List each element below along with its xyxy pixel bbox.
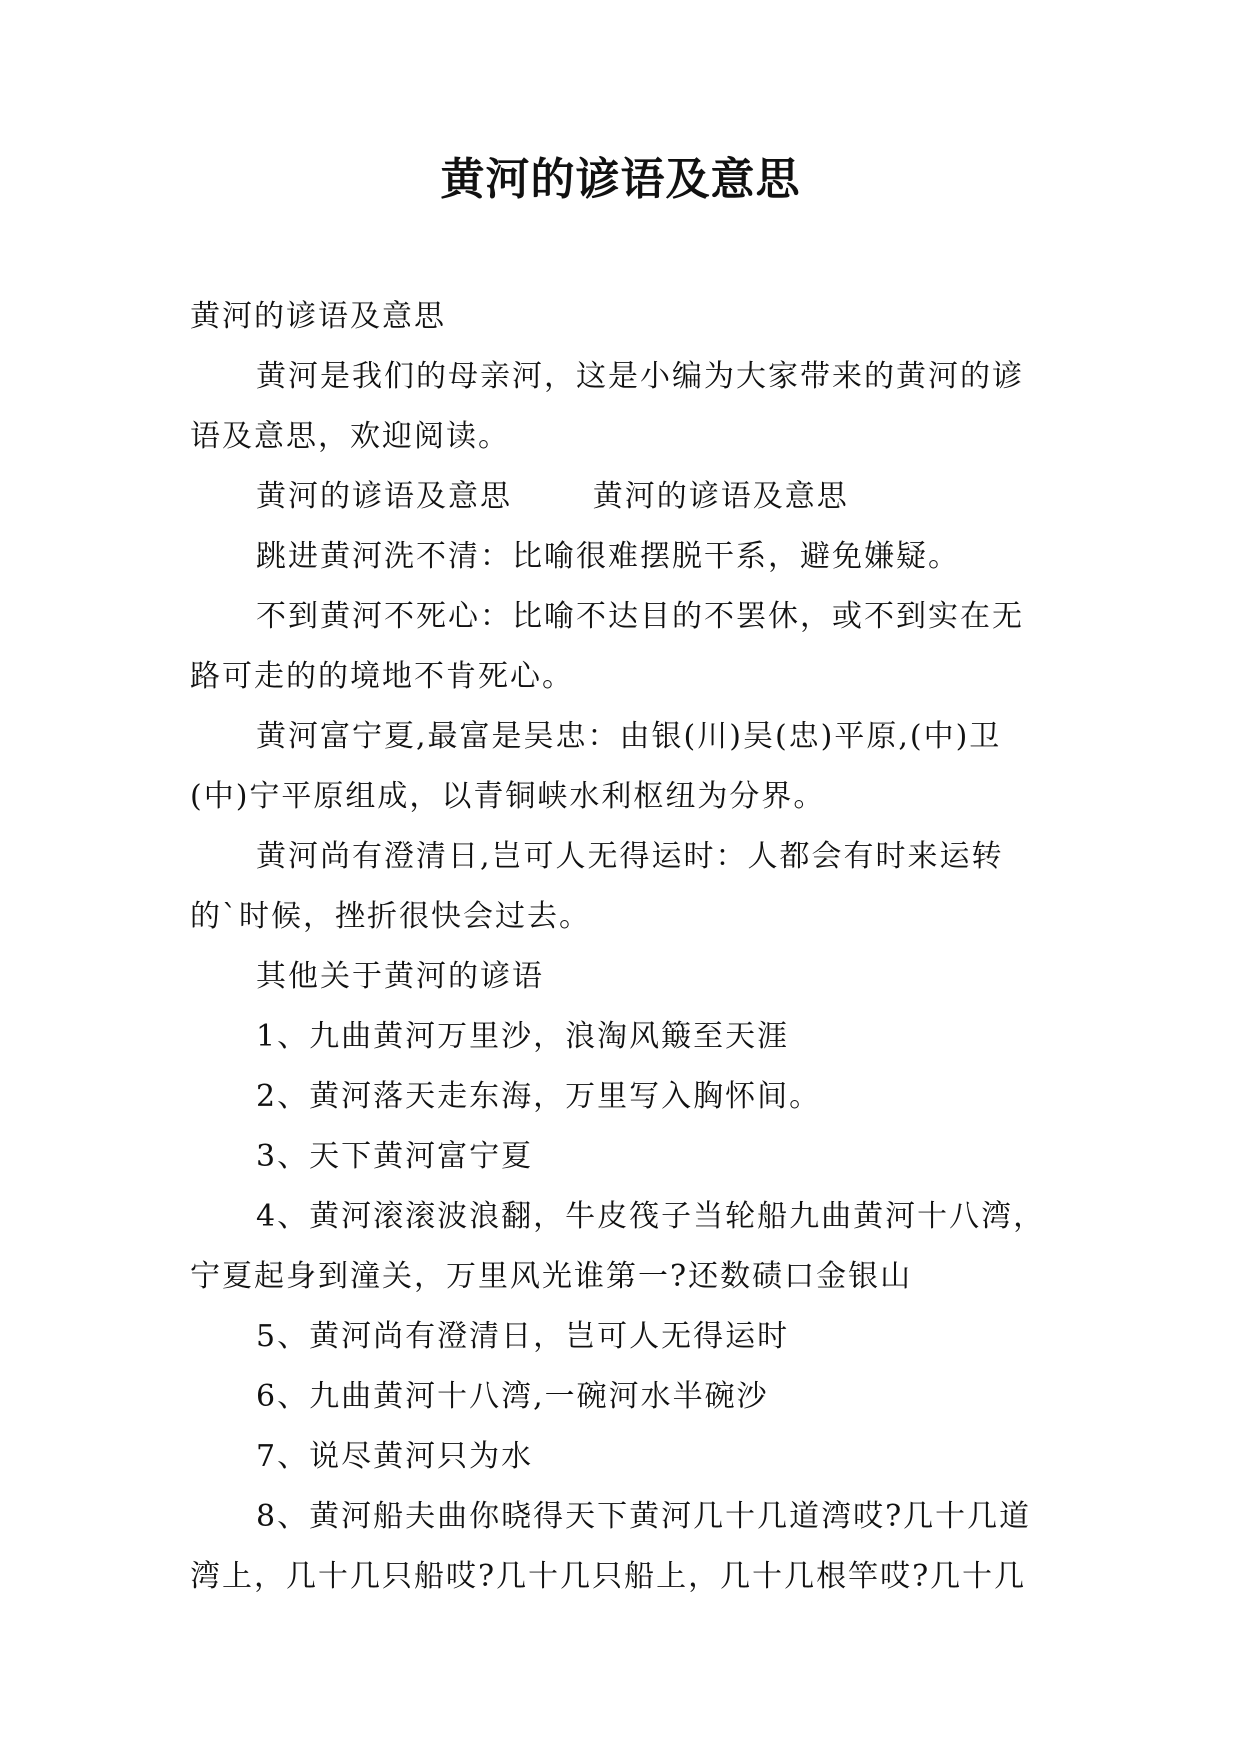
paragraph xyxy=(190,347,1050,467)
paragraph xyxy=(190,707,1050,827)
paragraph-line: 黄河尚有澄清日,岂可人无得运时：人都会有时来运转 xyxy=(256,839,1004,874)
paragraph-line: 其他关于黄河的谚语 xyxy=(256,959,544,994)
paragraph-line: 黄河是我们的母亲河，这是小编为大家带来的黄河的谚 xyxy=(256,359,1024,394)
paragraph-line: 宁夏起身到潼关，万里风光谁第一?还数碛口金银山 xyxy=(190,1259,913,1294)
paragraph-line: 湾上，几十几只船哎?几十几只船上，几十几根竿哎?几十几 xyxy=(190,1559,1027,1594)
paragraph-line: 的`时候，挫折很快会过去。 xyxy=(190,899,591,934)
paragraph-line: 6、九曲黄河十八湾,一碗河水半碗沙 xyxy=(256,1379,769,1414)
page-title: 黄河的谚语及意思 xyxy=(440,154,801,205)
paragraph xyxy=(190,527,1050,587)
paragraph-line: 黄河富宁夏,最富是吴忠：由银(川)吴(忠)平原,(中)卫 xyxy=(256,719,1002,754)
paragraph-line: 8、黄河船夫曲你晓得天下黄河几十几道湾哎?几十几道 xyxy=(256,1499,1032,1534)
paragraph-line: 3、天下黄河富宁夏 xyxy=(256,1139,534,1174)
paragraph xyxy=(190,1487,1050,1607)
paragraph xyxy=(190,1427,1050,1487)
paragraph-line: 5、黄河尚有澄清日，岂可人无得运时 xyxy=(256,1319,790,1354)
paragraph xyxy=(190,1127,1050,1187)
paragraph xyxy=(190,587,1050,707)
paragraph-line: 不到黄河不死心：比喻不达目的不罢休，或不到实在无 xyxy=(256,599,1024,634)
paragraph xyxy=(190,1307,1050,1367)
paragraph-line: 1、九曲黄河万里沙，浪淘风簸至天涯 xyxy=(256,1019,790,1054)
paragraph-line: 路可走的的境地不肯死心。 xyxy=(190,659,574,694)
paragraph-line: (中)宁平原组成，以青铜峡水利枢纽为分界。 xyxy=(190,779,826,814)
paragraph-line: 黄河的谚语及意思 黄河的谚语及意思 xyxy=(256,479,849,514)
paragraph xyxy=(190,1187,1050,1307)
paragraph-line: 7、说尽黄河只为水 xyxy=(256,1439,534,1474)
paragraph-line: 4、黄河滚滚波浪翻，牛皮筏子当轮船九曲黄河十八湾， xyxy=(256,1199,1046,1234)
paragraph-line: 2、黄河落天走东海，万里写入胸怀间。 xyxy=(256,1079,822,1114)
paragraph xyxy=(190,1007,1050,1067)
paragraph xyxy=(190,947,1050,1007)
paragraph xyxy=(190,1367,1050,1427)
paragraph xyxy=(190,1067,1050,1127)
paragraph xyxy=(190,467,1050,527)
paragraph xyxy=(190,287,1050,347)
paragraph-line: 语及意思，欢迎阅读。 xyxy=(190,419,510,454)
paragraph-line: 黄河的谚语及意思 xyxy=(190,299,446,334)
paragraph-line: 跳进黄河洗不清：比喻很难摆脱干系，避免嫌疑。 xyxy=(256,539,960,574)
paragraph xyxy=(190,827,1050,947)
document-body xyxy=(190,287,1050,1607)
